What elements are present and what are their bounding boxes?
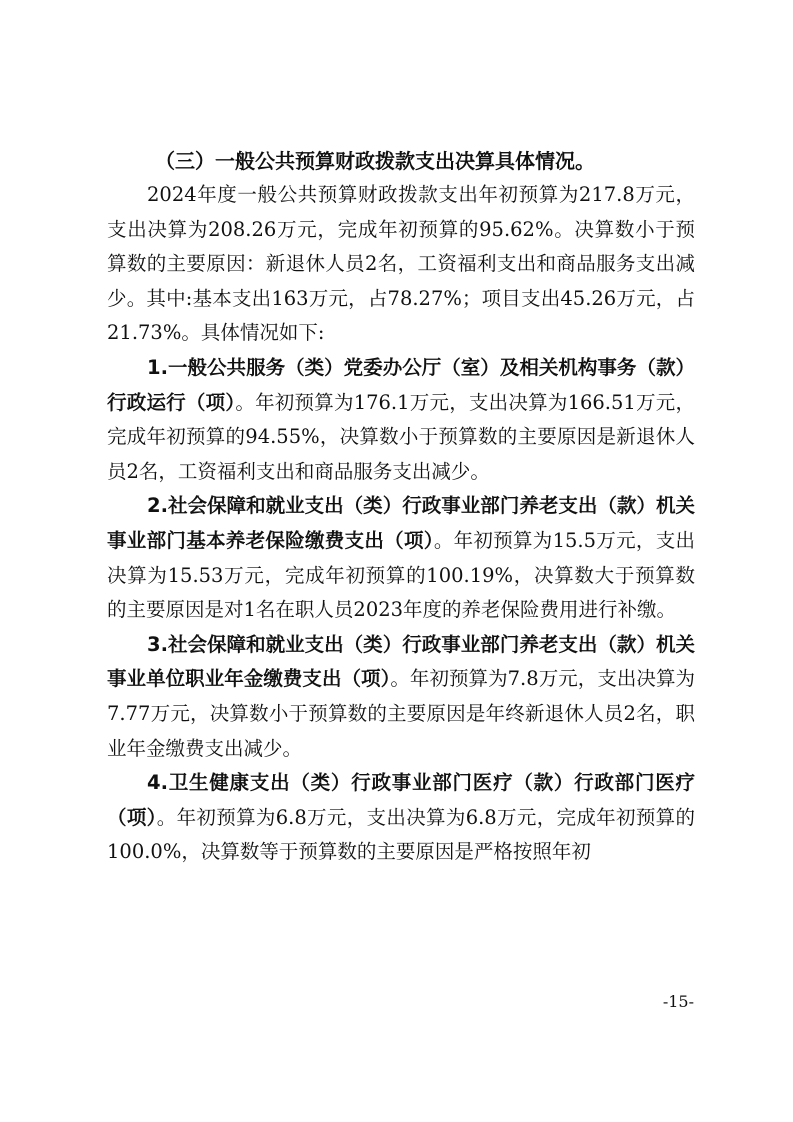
intro-paragraph: 2024年度一般公共预算财政拨款支出年初预算为217.8万元，支出决算为208.26万元，完成年初预算的95.62%。决算数小于预算数的主要原因：新退休人员2名，工资福利支出和商品服务支出减少。其中:基本支出163万元，占78.27%；项目支出45.26万元，占21.73%。具体情况如下: bbox=[107, 183, 695, 345]
item-title-4: 4.卫生健康支出（类）行政事业部门医疗（款）行政部门医疗（项） bbox=[107, 771, 695, 829]
item-paragraph-1 bbox=[107, 351, 695, 489]
page-number: -15- bbox=[662, 992, 694, 1011]
item-title-3: 3.社会保障和就业支出（类）行政事业部门养老支出（款）机关事业单位职业年金缴费支出（项） bbox=[107, 632, 695, 691]
item-title-2: 2.社会保障和就业支出（类）行政事业部门养老支出（款）机关事业部门基本养老保险缴费支出（项） bbox=[107, 494, 695, 552]
item-text-4: 。年初预算为6.8万元，支出决算为6.8万元，完成年初预算的100.0%，决算数等于预算数的主要原因是严格按照年初 bbox=[107, 805, 695, 864]
item-text-2: 。年初预算为15.5万元，支出决算为15.53万元，完成年初预算的100.19%，决算数大于预算数的主要原因是对1名在职人员2023年度的养老保险费用进行补缴。 bbox=[107, 528, 695, 622]
item-paragraph-3 bbox=[107, 628, 695, 766]
item-text-1: 。年初预算为176.1万元，支出决算为166.51万元，完成年初预算的94.55%，决算数小于预算数的主要原因是新退休人员2名，工资福利支出和商品服务支出减少。 bbox=[107, 390, 695, 483]
document-body bbox=[107, 144, 695, 870]
item-paragraph-4 bbox=[107, 766, 695, 870]
item-text-3: 。年初预算为7.8万元，支出决算为7.77万元，决算数小于预算数的主要原因是年终新退休人员2名，职业年金缴费支出减少。 bbox=[107, 667, 695, 760]
item-title-1: 1.一般公共服务（类）党委办公厅（室）及相关机构事务（款）行政运行（项） bbox=[107, 355, 695, 414]
section-heading: （三）一般公共预算财政拨款支出决算具体情况。 bbox=[155, 149, 595, 173]
item-paragraph-2 bbox=[107, 489, 695, 627]
